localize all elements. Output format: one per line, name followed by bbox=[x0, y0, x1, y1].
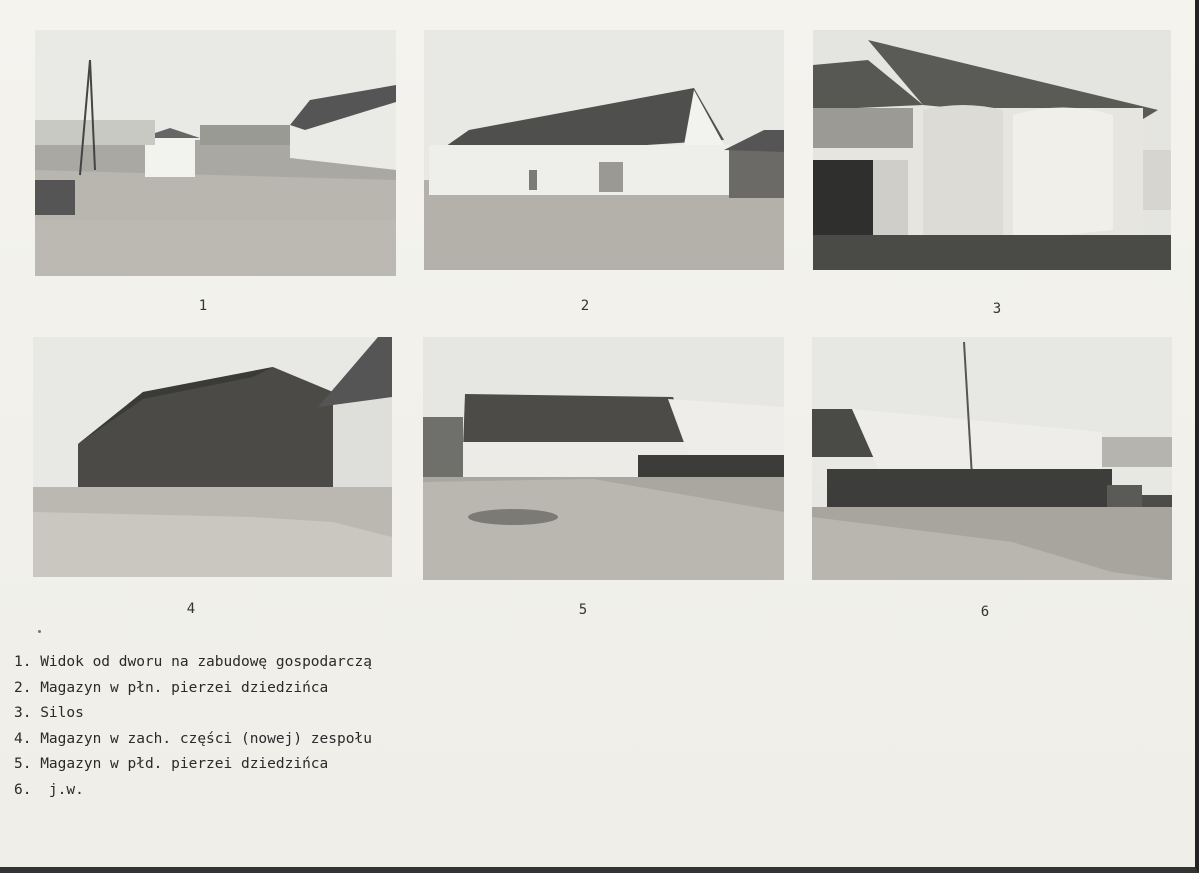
photo-number-3: 3 bbox=[992, 301, 1002, 317]
caption-6: 6. j.w. bbox=[14, 781, 84, 798]
photo-number-2: 2 bbox=[580, 298, 590, 314]
photo-number-4: 4 bbox=[186, 601, 196, 617]
photo-2 bbox=[424, 30, 784, 270]
photo-6 bbox=[812, 337, 1172, 580]
caption-5: 5. Magazyn w płd. pierzei dziedzińca bbox=[14, 756, 329, 772]
photo-5 bbox=[423, 337, 784, 580]
photo-number-6: 6 bbox=[980, 604, 990, 620]
caption-3: 3. Silos bbox=[14, 705, 84, 721]
caption-list bbox=[14, 650, 372, 803]
photo-1 bbox=[35, 30, 396, 276]
caption-4: 4. Magazyn w zach. części (nowej) zespołu bbox=[14, 730, 372, 747]
caption-1: 1. Widok od dworu na zabudowę gospodarczą bbox=[14, 654, 372, 670]
photo-number-1: 1 bbox=[198, 298, 208, 314]
photo-3 bbox=[813, 30, 1171, 270]
paper-speck bbox=[38, 630, 41, 633]
caption-2: 2. Magazyn w płn. pierzei dziedzińca bbox=[14, 679, 329, 696]
photo-number-5: 5 bbox=[578, 602, 588, 618]
photo-4 bbox=[33, 337, 392, 577]
